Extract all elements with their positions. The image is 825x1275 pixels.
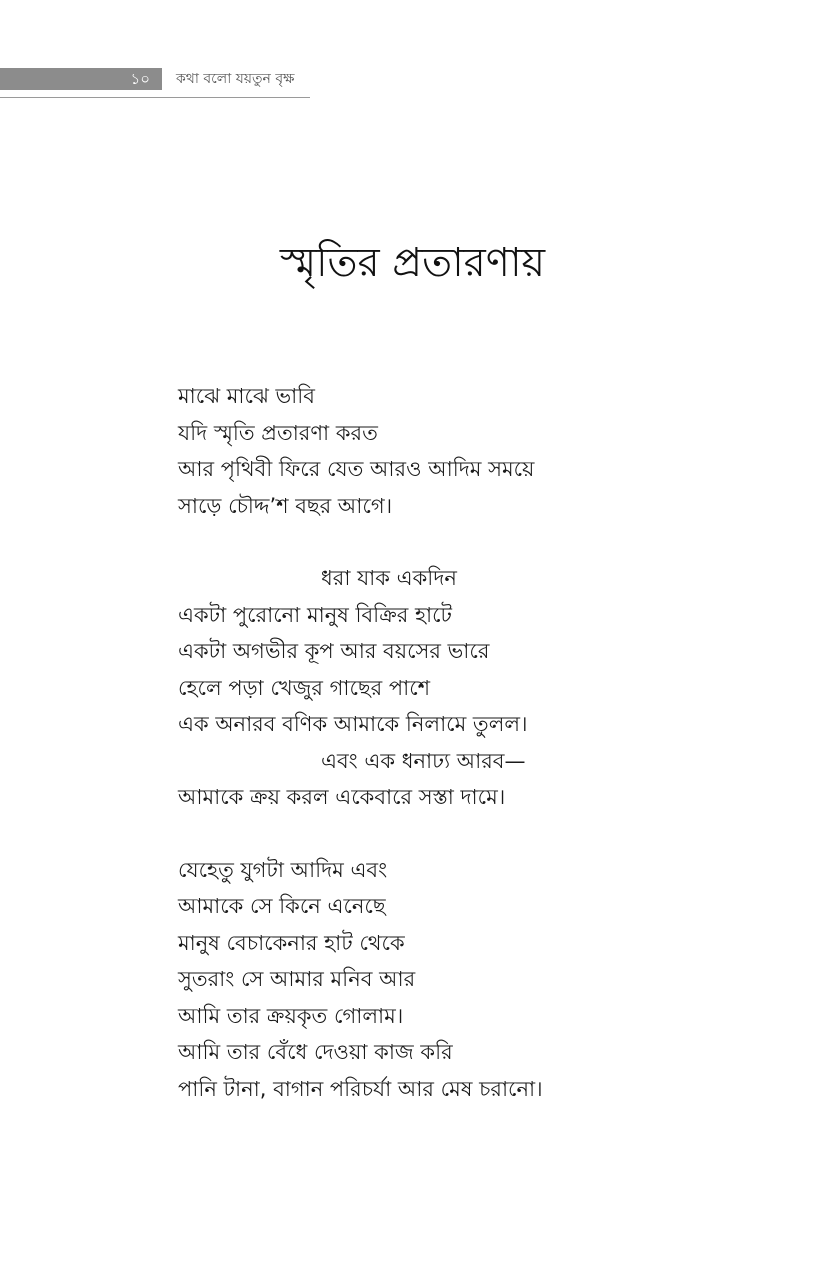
running-header xyxy=(0,68,310,98)
poem-line: সাড়ে চৌদ্দ’শ বছর আগে। xyxy=(178,493,393,518)
stanza xyxy=(178,560,798,816)
poem-line: একটা অগভীর কূপ আর বয়সের ভারে xyxy=(178,639,490,663)
stanza xyxy=(178,378,798,524)
poem-line: এক অনারব বণিক আমাকে নিলামে তুলল। xyxy=(178,712,528,736)
poem-line: যদি স্মৃতি প্রতারণা করত xyxy=(178,420,378,445)
poem-line: মানুষ বেচাকেনার হাট থেকে xyxy=(178,930,405,955)
running-title: কথা বলো যয়তুন বৃক্ষ xyxy=(176,71,295,87)
poem-line: ধরা যাক একদিন xyxy=(321,566,457,590)
poem-title: স্মৃতির প্রতারণায় xyxy=(279,240,546,286)
page-number: ১০ xyxy=(130,70,150,88)
poem-body xyxy=(178,378,798,1143)
stanza xyxy=(178,852,798,1108)
poem-line: পানি টানা, বাগান পরিচর্যা আর মেষ চরানো। xyxy=(178,1076,543,1101)
page-number-bar xyxy=(0,68,162,90)
poem-line: আমাকে ক্রয় করল একেবারে সস্তা দামে। xyxy=(178,785,506,809)
poem-line: এবং এক ধনাঢ্য আরব— xyxy=(321,748,526,773)
poem-line: একটা পুরোনো মানুষ বিক্রির হাটে xyxy=(178,602,452,627)
header-rule xyxy=(0,97,310,98)
poem-line: হেলে পড়া খেজুর গাছের পাশে xyxy=(178,675,431,700)
poem-line: সুতরাং সে আমার মনিব আর xyxy=(178,967,416,991)
poem-line: যেহেতু যুগটা আদিম এবং xyxy=(178,857,388,882)
poem-line: আমি তার ক্রয়কৃত গোলাম। xyxy=(178,1003,404,1028)
poem-line: আর পৃথিবী ফিরে যেত আরও আদিম সময়ে xyxy=(178,457,535,481)
poem-line: আমি তার বেঁধে দেওয়া কাজ করি xyxy=(178,1040,453,1064)
poem-line: মাঝে মাঝে ভাবি xyxy=(178,384,315,408)
poem-line: আমাকে সে কিনে এনেছে xyxy=(178,894,386,918)
